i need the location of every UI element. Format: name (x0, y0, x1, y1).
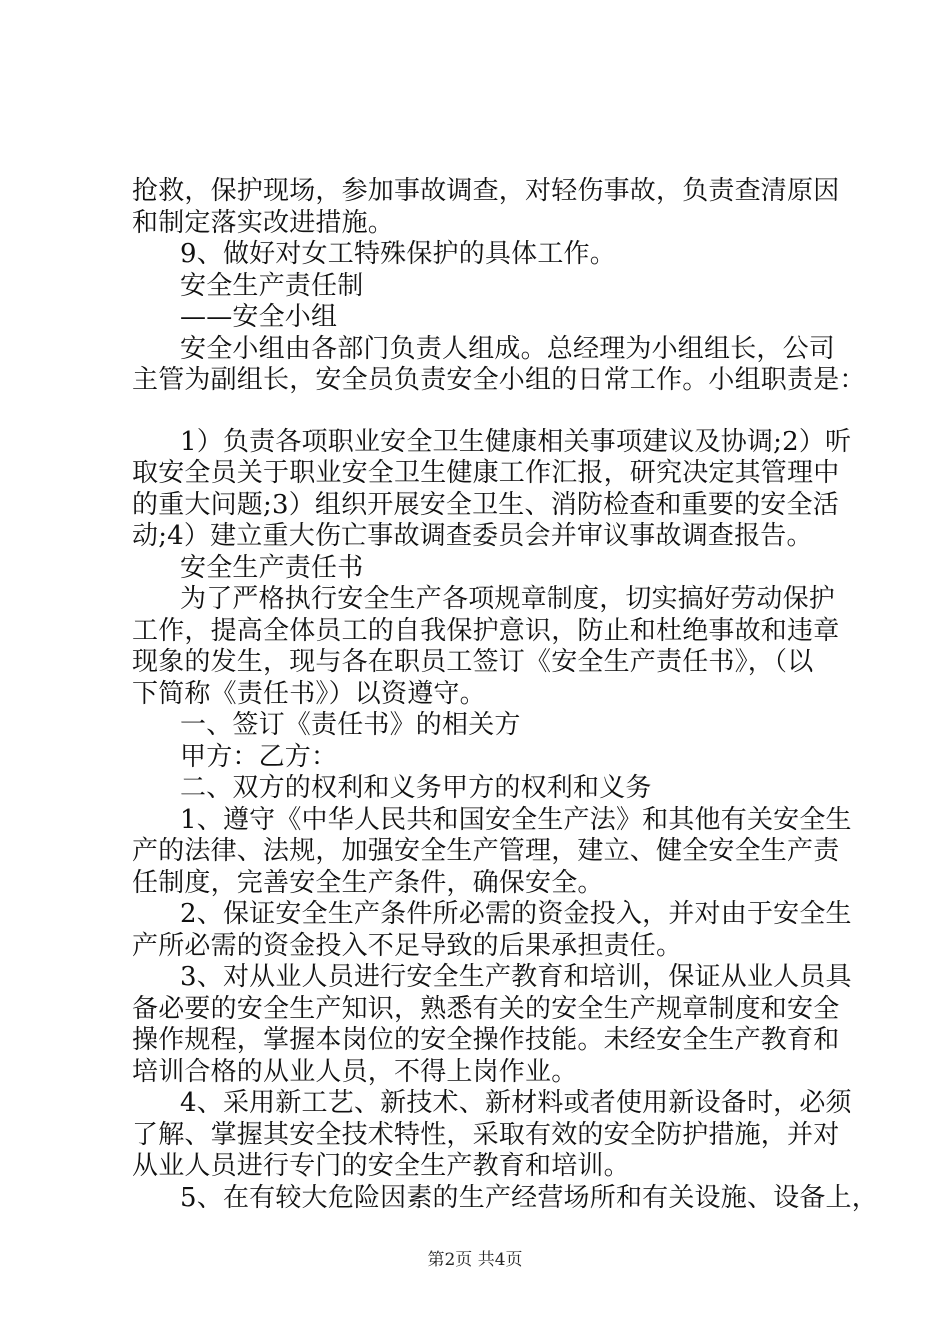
text-line: 1）负责各项职业安全卫生健康相关事项建议及协调;2）听 (180, 426, 852, 457)
text-line: 操作规程，掌握本岗位的安全操作技能。未经安全生产教育和 (132, 1025, 840, 1055)
document-body (132, 176, 878, 1214)
text-line: 产所必需的资金投入不足导致的后果承担责任。 (132, 930, 683, 961)
text-line: 1、遵守《中华人民共和国安全生产法》和其他有关安全生 (180, 804, 852, 835)
text-line: 和制定落实改进措施。 (132, 207, 395, 238)
text-line: 取安全员关于职业安全卫生健康工作汇报，研究决定其管理中 (132, 458, 840, 488)
paragraph-gap (132, 397, 832, 427)
section-heading: 安全生产责任制 (180, 270, 364, 301)
text-line: 的重大问题;3）组织开展安全卫生、消防检查和重要的安全活 (132, 489, 839, 520)
text-line: 备必要的安全生产知识，熟悉有关的安全生产规章制度和安全 (132, 993, 840, 1024)
section-heading: 安全生产责任书 (180, 552, 364, 583)
text-line: 动;4）建立重大伤亡事故调查委员会并审议事故调查报告。 (132, 521, 813, 551)
text-line: 4、采用新工艺、新技术、新材料或者使用新设备时，必须 (180, 1088, 852, 1118)
text-line: 从业人员进行专门的安全生产教育和培训。 (132, 1151, 630, 1181)
section-subheading: ——安全小组 (180, 302, 338, 332)
text-line: 抢救，保护现场，参加事故调查，对轻伤事故，负责查清原因 (132, 176, 840, 206)
text-line: 为了严格执行安全生产各项规章制度，切实搞好劳动保护 (180, 584, 836, 614)
text-line: 了解、掌握其安全技术特性，采取有效的安全防护措施，并对 (132, 1119, 840, 1150)
text-line: 一、签订《责任书》的相关方 (180, 710, 521, 740)
page-number: 第2页 共4页 (427, 1250, 523, 1270)
text-line: 9、做好对女工特殊保护的具体工作。 (180, 239, 616, 269)
text-line: 主管为副组长，安全员负责安全小组的日常工作。小组职责是： (132, 365, 866, 395)
text-line: 二、双方的权利和义务甲方的权利和义务 (180, 773, 652, 803)
text-line: 任制度，完善安全生产条件，确保安全。 (132, 867, 604, 898)
text-line: 培训合格的从业人员，不得上岗作业。 (132, 1056, 578, 1087)
text-line: 下简称《责任书》）以资遵守。 (132, 678, 486, 709)
text-line: 2、保证安全生产条件所必需的资金投入，并对由于安全生 (180, 899, 852, 929)
text-line: 现象的发生，现与各在职员工签订《安全生产责任书》，（以 (132, 647, 814, 677)
text-line: 工作，提高全体员工的自我保护意识，防止和杜绝事故和违章 (132, 615, 840, 646)
text-line: 产的法律、法规，加强安全生产管理，建立、健全安全生产责 (132, 836, 840, 866)
text-line: 甲方：乙方： (180, 741, 338, 772)
text-line: 安全小组由各部门负责人组成。总经理为小组组长，公司 (180, 333, 836, 364)
text-line: 5、在有较大危险因素的生产经营场所和有关设施、设备上， (180, 1182, 878, 1213)
text-line: 3、对从业人员进行安全生产教育和培训，保证从业人员具 (180, 962, 852, 992)
